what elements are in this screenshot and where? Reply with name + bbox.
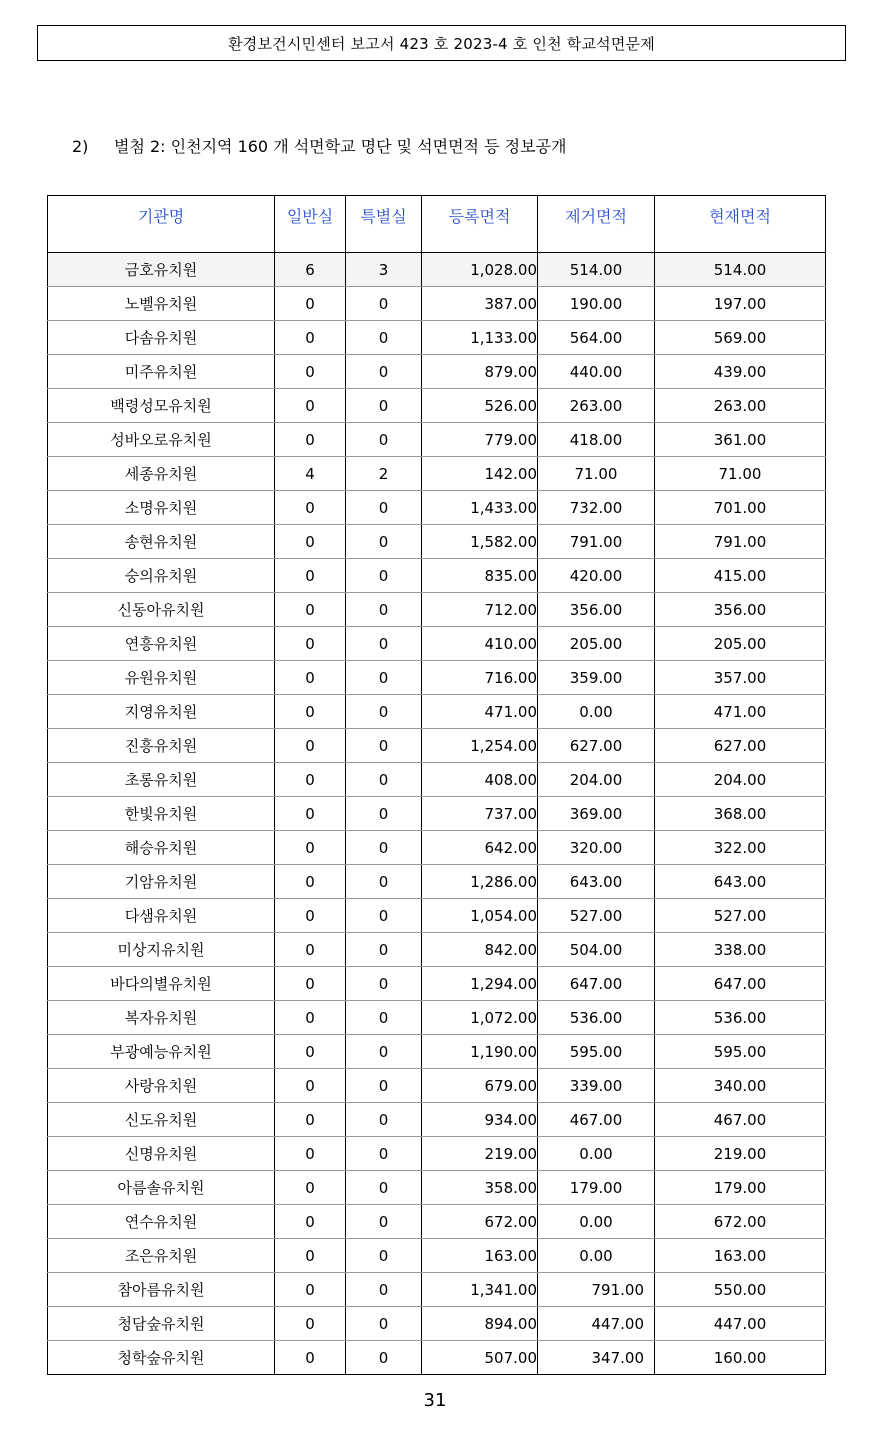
- cell-registered-area: 835.00: [422, 559, 538, 593]
- table-row: [48, 865, 826, 899]
- cell-registered-area: 1,433.00: [422, 491, 538, 525]
- cell-removed-area: 527.00: [538, 899, 655, 933]
- table-row: [48, 1001, 826, 1035]
- cell-removed-area: 0.00: [538, 695, 655, 729]
- table-row: [48, 1171, 826, 1205]
- cell-removed-area: 791.00: [538, 1273, 655, 1307]
- cell-removed-area: 0.00: [538, 1137, 655, 1171]
- cell-institution-name: 초롱유치원: [48, 763, 275, 797]
- cell-removed-area: 536.00: [538, 1001, 655, 1035]
- table-row: [48, 627, 826, 661]
- cell-institution-name: 신명유치원: [48, 1137, 275, 1171]
- cell-removed-area: 595.00: [538, 1035, 655, 1069]
- cell-institution-name: 송현유치원: [48, 525, 275, 559]
- cell-special-rooms: 0: [346, 1239, 422, 1273]
- cell-special-rooms: 0: [346, 661, 422, 695]
- cell-current-area: 701.00: [655, 491, 826, 525]
- cell-current-area: 356.00: [655, 593, 826, 627]
- cell-registered-area: 1,072.00: [422, 1001, 538, 1035]
- cell-current-area: 357.00: [655, 661, 826, 695]
- cell-special-rooms: 0: [346, 627, 422, 661]
- cell-special-rooms: 0: [346, 1137, 422, 1171]
- cell-general-rooms: 0: [275, 1171, 346, 1205]
- cell-current-area: 340.00: [655, 1069, 826, 1103]
- cell-special-rooms: 0: [346, 831, 422, 865]
- cell-special-rooms: 0: [346, 1205, 422, 1239]
- cell-institution-name: 세종유치원: [48, 457, 275, 491]
- cell-special-rooms: 0: [346, 559, 422, 593]
- cell-general-rooms: 0: [275, 1273, 346, 1307]
- cell-institution-name: 참아름유치원: [48, 1273, 275, 1307]
- table-row: [48, 389, 826, 423]
- cell-general-rooms: 0: [275, 1035, 346, 1069]
- cell-special-rooms: 0: [346, 287, 422, 321]
- cell-registered-area: 219.00: [422, 1137, 538, 1171]
- cell-registered-area: 1,054.00: [422, 899, 538, 933]
- cell-general-rooms: 0: [275, 355, 346, 389]
- cell-current-area: 219.00: [655, 1137, 826, 1171]
- cell-general-rooms: 0: [275, 321, 346, 355]
- table-row: [48, 763, 826, 797]
- cell-special-rooms: 0: [346, 423, 422, 457]
- cell-general-rooms: 4: [275, 457, 346, 491]
- cell-institution-name: 성바오로유치원: [48, 423, 275, 457]
- cell-general-rooms: 0: [275, 1341, 346, 1375]
- cell-current-area: 672.00: [655, 1205, 826, 1239]
- cell-current-area: 550.00: [655, 1273, 826, 1307]
- cell-special-rooms: 0: [346, 1035, 422, 1069]
- cell-institution-name: 다샘유치원: [48, 899, 275, 933]
- table-body: [48, 253, 826, 1375]
- cell-institution-name: 미주유치원: [48, 355, 275, 389]
- column-header-removed-area: 제거면적: [538, 196, 655, 253]
- cell-general-rooms: 0: [275, 967, 346, 1001]
- cell-removed-area: 0.00: [538, 1239, 655, 1273]
- cell-general-rooms: 0: [275, 661, 346, 695]
- asbestos-school-table: [47, 195, 826, 1375]
- table-row: [48, 729, 826, 763]
- cell-special-rooms: 0: [346, 525, 422, 559]
- cell-registered-area: 1,294.00: [422, 967, 538, 1001]
- table-row: [48, 253, 826, 287]
- cell-institution-name: 백령성모유치원: [48, 389, 275, 423]
- cell-general-rooms: 0: [275, 1307, 346, 1341]
- table-row: [48, 525, 826, 559]
- table-row: [48, 661, 826, 695]
- cell-registered-area: 879.00: [422, 355, 538, 389]
- table-row: [48, 593, 826, 627]
- cell-removed-area: 339.00: [538, 1069, 655, 1103]
- table-row: [48, 1103, 826, 1137]
- table-row: [48, 1273, 826, 1307]
- cell-registered-area: 408.00: [422, 763, 538, 797]
- cell-institution-name: 다솜유치원: [48, 321, 275, 355]
- cell-current-area: 595.00: [655, 1035, 826, 1069]
- cell-registered-area: 1,133.00: [422, 321, 538, 355]
- cell-registered-area: 471.00: [422, 695, 538, 729]
- table-row: [48, 797, 826, 831]
- cell-institution-name: 신동아유치원: [48, 593, 275, 627]
- cell-institution-name: 복자유치원: [48, 1001, 275, 1035]
- cell-registered-area: 1,582.00: [422, 525, 538, 559]
- cell-removed-area: 647.00: [538, 967, 655, 1001]
- cell-general-rooms: 0: [275, 559, 346, 593]
- cell-institution-name: 미상지유치원: [48, 933, 275, 967]
- cell-current-area: 647.00: [655, 967, 826, 1001]
- cell-registered-area: 779.00: [422, 423, 538, 457]
- cell-removed-area: 356.00: [538, 593, 655, 627]
- cell-current-area: 205.00: [655, 627, 826, 661]
- cell-institution-name: 조은유치원: [48, 1239, 275, 1273]
- cell-special-rooms: 2: [346, 457, 422, 491]
- cell-removed-area: 359.00: [538, 661, 655, 695]
- cell-removed-area: 418.00: [538, 423, 655, 457]
- column-header-general-rooms: 일반실: [275, 196, 346, 253]
- cell-special-rooms: 0: [346, 1069, 422, 1103]
- cell-removed-area: 204.00: [538, 763, 655, 797]
- cell-special-rooms: 0: [346, 763, 422, 797]
- cell-general-rooms: 0: [275, 797, 346, 831]
- cell-removed-area: 347.00: [538, 1341, 655, 1375]
- cell-current-area: 163.00: [655, 1239, 826, 1273]
- cell-institution-name: 청담숲유치원: [48, 1307, 275, 1341]
- table-row: [48, 559, 826, 593]
- table-row: [48, 899, 826, 933]
- cell-general-rooms: 0: [275, 933, 346, 967]
- cell-current-area: 368.00: [655, 797, 826, 831]
- cell-registered-area: 1,286.00: [422, 865, 538, 899]
- cell-current-area: 536.00: [655, 1001, 826, 1035]
- cell-general-rooms: 0: [275, 1103, 346, 1137]
- cell-institution-name: 진흥유치원: [48, 729, 275, 763]
- cell-removed-area: 732.00: [538, 491, 655, 525]
- table-row: [48, 1035, 826, 1069]
- table-row: [48, 1341, 826, 1375]
- cell-removed-area: 440.00: [538, 355, 655, 389]
- section-heading: [72, 134, 566, 157]
- cell-registered-area: 672.00: [422, 1205, 538, 1239]
- cell-removed-area: 791.00: [538, 525, 655, 559]
- cell-general-rooms: 0: [275, 1001, 346, 1035]
- table-row: [48, 933, 826, 967]
- cell-removed-area: 320.00: [538, 831, 655, 865]
- cell-institution-name: 유원유치원: [48, 661, 275, 695]
- cell-registered-area: 679.00: [422, 1069, 538, 1103]
- cell-current-area: 197.00: [655, 287, 826, 321]
- cell-current-area: 338.00: [655, 933, 826, 967]
- table-row: [48, 321, 826, 355]
- cell-registered-area: 712.00: [422, 593, 538, 627]
- cell-registered-area: 894.00: [422, 1307, 538, 1341]
- cell-general-rooms: 0: [275, 287, 346, 321]
- cell-removed-area: 205.00: [538, 627, 655, 661]
- report-header-title: 환경보건시민센터 보고서 423 호 2023-4 호 인천 학교석면문제: [228, 34, 655, 53]
- cell-special-rooms: 0: [346, 1341, 422, 1375]
- cell-current-area: 643.00: [655, 865, 826, 899]
- cell-registered-area: 642.00: [422, 831, 538, 865]
- cell-current-area: 447.00: [655, 1307, 826, 1341]
- cell-special-rooms: 0: [346, 593, 422, 627]
- cell-institution-name: 아름솔유치원: [48, 1171, 275, 1205]
- table-row: [48, 1069, 826, 1103]
- cell-registered-area: 410.00: [422, 627, 538, 661]
- cell-general-rooms: 0: [275, 593, 346, 627]
- section-title: 별첨 2: 인천지역 160 개 석면학교 명단 및 석면면적 등 정보공개: [114, 137, 567, 156]
- cell-removed-area: 179.00: [538, 1171, 655, 1205]
- table-row: [48, 1205, 826, 1239]
- table-row: [48, 695, 826, 729]
- cell-general-rooms: 0: [275, 865, 346, 899]
- cell-removed-area: 643.00: [538, 865, 655, 899]
- cell-current-area: 322.00: [655, 831, 826, 865]
- table-row: [48, 1137, 826, 1171]
- table-row: [48, 355, 826, 389]
- column-header-special-rooms: 특별실: [346, 196, 422, 253]
- cell-registered-area: 358.00: [422, 1171, 538, 1205]
- cell-removed-area: 514.00: [538, 253, 655, 287]
- cell-registered-area: 387.00: [422, 287, 538, 321]
- page-number: 31: [423, 1390, 447, 1411]
- cell-removed-area: 564.00: [538, 321, 655, 355]
- cell-current-area: 361.00: [655, 423, 826, 457]
- cell-current-area: 527.00: [655, 899, 826, 933]
- cell-current-area: 569.00: [655, 321, 826, 355]
- cell-institution-name: 사랑유치원: [48, 1069, 275, 1103]
- cell-current-area: 263.00: [655, 389, 826, 423]
- cell-registered-area: 934.00: [422, 1103, 538, 1137]
- cell-institution-name: 연흥유치원: [48, 627, 275, 661]
- cell-general-rooms: 0: [275, 1069, 346, 1103]
- cell-special-rooms: 0: [346, 1273, 422, 1307]
- cell-removed-area: 447.00: [538, 1307, 655, 1341]
- table-header-row: [48, 196, 826, 253]
- section-number: 2): [72, 137, 89, 156]
- cell-general-rooms: 0: [275, 389, 346, 423]
- column-header-institution: 기관명: [48, 196, 275, 253]
- cell-current-area: 439.00: [655, 355, 826, 389]
- cell-removed-area: 369.00: [538, 797, 655, 831]
- column-header-registered-area: 등록면적: [422, 196, 538, 253]
- cell-removed-area: 627.00: [538, 729, 655, 763]
- cell-current-area: 471.00: [655, 695, 826, 729]
- cell-institution-name: 소명유치원: [48, 491, 275, 525]
- cell-general-rooms: 0: [275, 695, 346, 729]
- cell-registered-area: 1,190.00: [422, 1035, 538, 1069]
- cell-registered-area: 1,254.00: [422, 729, 538, 763]
- cell-removed-area: 0.00: [538, 1205, 655, 1239]
- cell-registered-area: 526.00: [422, 389, 538, 423]
- cell-current-area: 204.00: [655, 763, 826, 797]
- cell-special-rooms: 0: [346, 967, 422, 1001]
- cell-institution-name: 노벨유치원: [48, 287, 275, 321]
- cell-special-rooms: 0: [346, 389, 422, 423]
- cell-special-rooms: 0: [346, 933, 422, 967]
- cell-registered-area: 507.00: [422, 1341, 538, 1375]
- table-row: [48, 967, 826, 1001]
- cell-general-rooms: 0: [275, 1137, 346, 1171]
- column-header-current-area: 현재면적: [655, 196, 826, 253]
- cell-current-area: 627.00: [655, 729, 826, 763]
- cell-special-rooms: 0: [346, 1103, 422, 1137]
- cell-special-rooms: 0: [346, 1001, 422, 1035]
- cell-institution-name: 청학숲유치원: [48, 1341, 275, 1375]
- cell-current-area: 791.00: [655, 525, 826, 559]
- cell-current-area: 467.00: [655, 1103, 826, 1137]
- cell-special-rooms: 0: [346, 797, 422, 831]
- cell-registered-area: 142.00: [422, 457, 538, 491]
- cell-special-rooms: 0: [346, 729, 422, 763]
- table-row: [48, 1239, 826, 1273]
- cell-institution-name: 숭의유치원: [48, 559, 275, 593]
- cell-general-rooms: 0: [275, 831, 346, 865]
- cell-special-rooms: 0: [346, 899, 422, 933]
- table-row: [48, 831, 826, 865]
- cell-special-rooms: 0: [346, 321, 422, 355]
- cell-general-rooms: 0: [275, 627, 346, 661]
- cell-general-rooms: 0: [275, 899, 346, 933]
- cell-special-rooms: 0: [346, 865, 422, 899]
- cell-special-rooms: 0: [346, 1171, 422, 1205]
- cell-removed-area: 263.00: [538, 389, 655, 423]
- cell-institution-name: 바다의별유치원: [48, 967, 275, 1001]
- table-row: [48, 423, 826, 457]
- cell-removed-area: 190.00: [538, 287, 655, 321]
- cell-general-rooms: 0: [275, 491, 346, 525]
- cell-registered-area: 1,341.00: [422, 1273, 538, 1307]
- table-row: [48, 287, 826, 321]
- cell-removed-area: 504.00: [538, 933, 655, 967]
- table-row: [48, 1307, 826, 1341]
- cell-registered-area: 737.00: [422, 797, 538, 831]
- cell-special-rooms: 0: [346, 1307, 422, 1341]
- table-row: [48, 491, 826, 525]
- cell-general-rooms: 0: [275, 423, 346, 457]
- cell-current-area: 415.00: [655, 559, 826, 593]
- cell-institution-name: 해승유치원: [48, 831, 275, 865]
- cell-registered-area: 842.00: [422, 933, 538, 967]
- cell-institution-name: 연수유치원: [48, 1205, 275, 1239]
- report-header: [37, 25, 846, 61]
- cell-institution-name: 한빛유치원: [48, 797, 275, 831]
- cell-registered-area: 1,028.00: [422, 253, 538, 287]
- cell-general-rooms: 0: [275, 763, 346, 797]
- cell-registered-area: 163.00: [422, 1239, 538, 1273]
- cell-institution-name: 기암유치원: [48, 865, 275, 899]
- cell-institution-name: 신도유치원: [48, 1103, 275, 1137]
- cell-general-rooms: 0: [275, 1239, 346, 1273]
- cell-general-rooms: 0: [275, 729, 346, 763]
- cell-institution-name: 금호유치원: [48, 253, 275, 287]
- table-row: [48, 457, 826, 491]
- cell-general-rooms: 0: [275, 525, 346, 559]
- cell-special-rooms: 0: [346, 355, 422, 389]
- cell-removed-area: 420.00: [538, 559, 655, 593]
- cell-current-area: 179.00: [655, 1171, 826, 1205]
- cell-current-area: 160.00: [655, 1341, 826, 1375]
- cell-current-area: 71.00: [655, 457, 826, 491]
- cell-special-rooms: 0: [346, 491, 422, 525]
- table-header: [48, 196, 826, 253]
- cell-current-area: 514.00: [655, 253, 826, 287]
- cell-general-rooms: 0: [275, 1205, 346, 1239]
- cell-institution-name: 지영유치원: [48, 695, 275, 729]
- cell-special-rooms: 3: [346, 253, 422, 287]
- cell-institution-name: 부광예능유치원: [48, 1035, 275, 1069]
- cell-registered-area: 716.00: [422, 661, 538, 695]
- cell-general-rooms: 6: [275, 253, 346, 287]
- cell-removed-area: 467.00: [538, 1103, 655, 1137]
- cell-removed-area: 71.00: [538, 457, 655, 491]
- cell-special-rooms: 0: [346, 695, 422, 729]
